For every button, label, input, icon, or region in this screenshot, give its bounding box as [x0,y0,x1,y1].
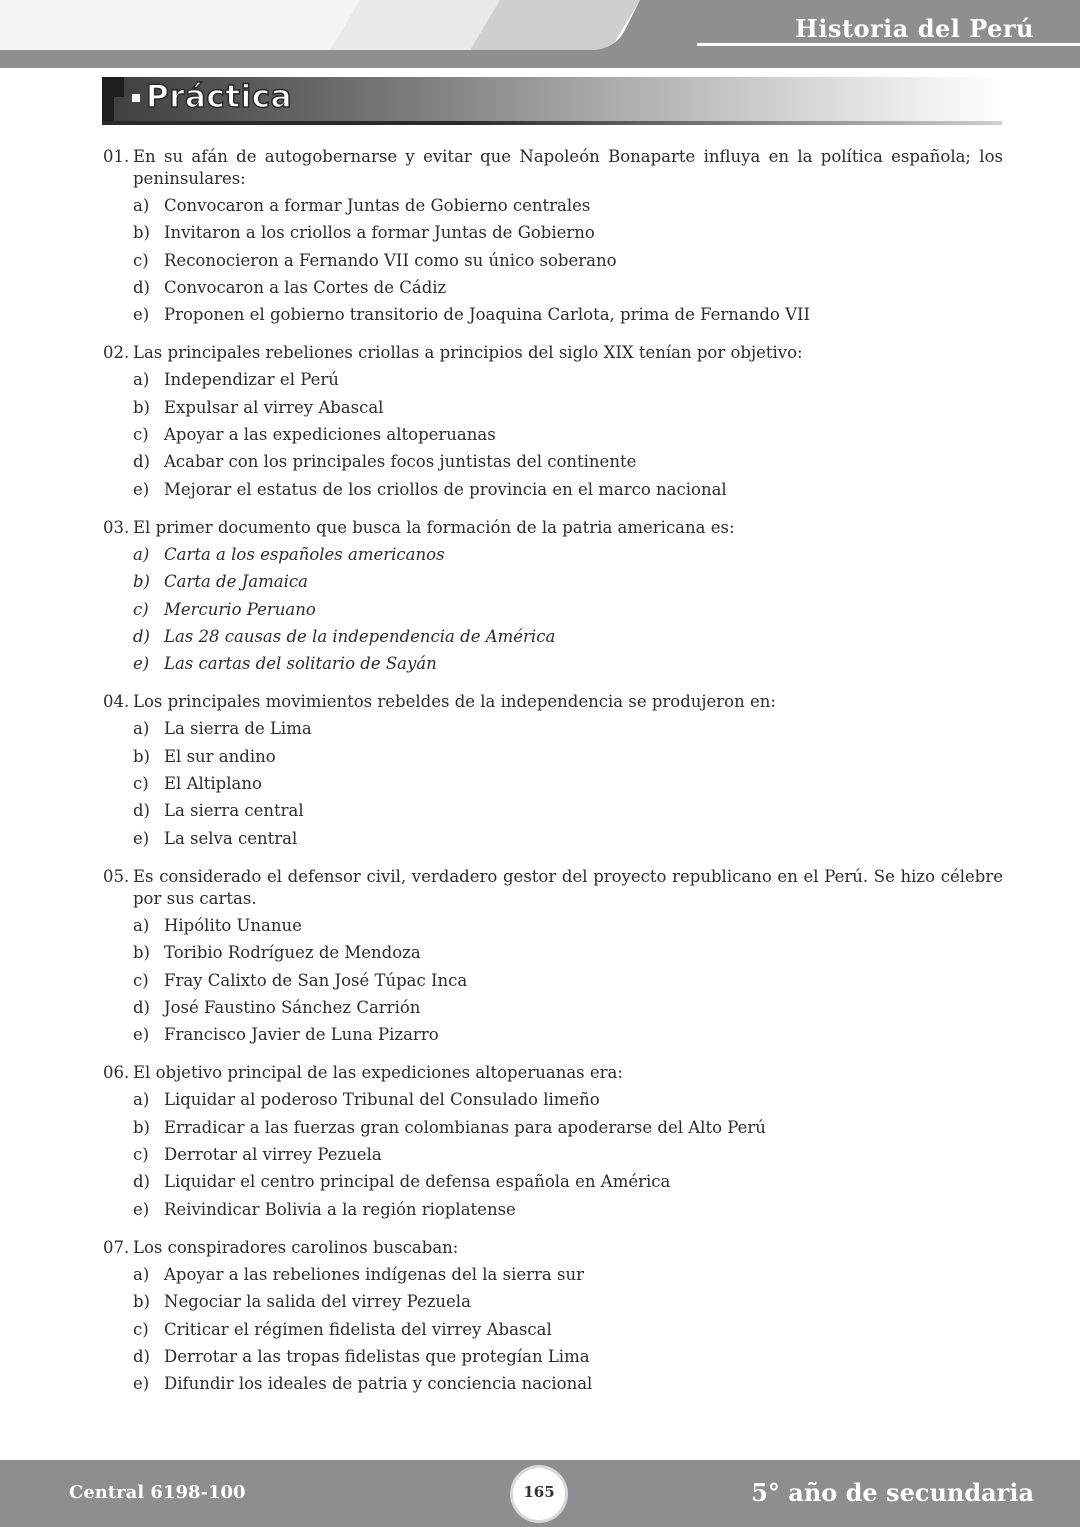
question-list [103,146,1003,1411]
option-item [133,599,1003,626]
question-05 [103,866,1003,1051]
option-text: Difundir los ideales de patria y conciencia nacional [164,1374,593,1394]
option-text: Toribio Rodríguez de Mendoza [164,943,421,963]
question-number: 05. [103,866,130,886]
option-text: La sierra central [164,801,304,821]
option-item [133,1171,1003,1198]
option-letter: e) [133,1199,150,1219]
option-text: Derrotar al virrey Pezuela [164,1145,382,1165]
option-item [133,250,1003,277]
option-text: Invitaron a los criollos a formar Juntas de Gobierno [164,223,595,243]
option-text: Fray Calixto de San José Túpac Inca [164,970,468,990]
option-item [133,304,1003,331]
option-item [133,718,1003,745]
option-text: Mejorar el estatus de los criollos de provincia en el marco nacional [164,479,727,499]
question-text: El objetivo principal de las expediciones altoperuanas era: [133,1063,623,1083]
option-item [133,800,1003,827]
option-item [133,1373,1003,1400]
question-number: 07. [103,1237,130,1257]
option-item [133,653,1003,680]
question-text: Los conspiradores carolinos buscaban: [133,1237,459,1257]
option-item [133,942,1003,969]
option-text: Reivindicar Bolivia a la región rioplatense [164,1199,516,1219]
question-06 [103,1062,1003,1225]
option-item [133,451,1003,478]
option-list [133,544,1003,680]
option-item [133,626,1003,653]
option-letter: e) [133,828,150,848]
option-text: Las cartas del solitario de Sayán [164,654,437,674]
option-list [133,1089,1003,1225]
option-letter: e) [133,654,150,674]
option-letter: a) [133,370,150,390]
option-text: Liquidar al poderoso Tribunal del Consulado limeño [164,1090,600,1110]
question-number: 03. [103,517,130,537]
option-text: Negociar la salida del virrey Pezuela [164,1292,471,1312]
option-text: Apoyar a las rebeliones indígenas del la sierra sur [164,1264,584,1284]
phone-number: Central 6198-100 [69,1482,246,1503]
option-text: La selva central [164,828,298,848]
option-item [133,1117,1003,1144]
option-text: Liquidar el centro principal de defensa española en América [164,1172,671,1192]
question-07 [103,1237,1003,1400]
option-text: La sierra de Lima [164,719,312,739]
option-text: Francisco Javier de Luna Pizarro [164,1025,439,1045]
option-item [133,397,1003,424]
banner-underline [102,121,1002,125]
option-letter: a) [133,915,150,935]
option-list [133,1264,1003,1400]
question-number: 06. [103,1063,130,1083]
option-letter: a) [133,544,150,564]
option-letter: c) [133,1319,149,1339]
question-text: Es considerado el defensor civil, verdadero gestor del proyecto republicano en el Perú. Se hizo célebre por sus cartas. [133,866,1003,908]
option-item [133,746,1003,773]
square-bullet-icon [132,94,140,102]
option-text: Mercurio Peruano [164,599,316,619]
option-letter: b) [133,746,150,766]
option-item [133,997,1003,1024]
page-number-badge [513,1468,565,1520]
section-title: Práctica [146,79,293,115]
option-item [133,195,1003,222]
option-letter: d) [133,1346,150,1366]
question-number: 02. [103,343,130,363]
option-item [133,773,1003,800]
option-item [133,571,1003,598]
question-text: Los principales movimientos rebeldes de la independencia se produjeron en: [133,692,776,712]
option-list [133,915,1003,1051]
section-banner [102,77,1002,127]
option-text: Proponen el gobierno transitorio de Joaquina Carlota, prima de Fernando VII [164,305,811,325]
option-letter: d) [133,626,150,646]
option-item [133,915,1003,942]
option-text: El sur andino [164,746,276,766]
option-letter: e) [133,1374,150,1394]
option-text: Carta a los españoles americanos [164,544,445,564]
option-item [133,1319,1003,1346]
question-02 [103,342,1003,505]
option-list [133,195,1003,331]
option-text: El Altiplano [164,774,262,794]
option-letter: b) [133,397,150,417]
banner-left-bar [102,77,114,121]
option-letter: d) [133,1172,150,1192]
option-letter: b) [133,572,150,592]
question-text: Las principales rebeliones criollas a principios del siglo XIX tenían por objetivo: [133,343,803,363]
option-item [133,369,1003,396]
page-footer [0,1460,1080,1527]
option-letter: b) [133,1292,150,1312]
option-letter: c) [133,250,149,270]
option-letter: d) [133,801,150,821]
option-text: Convocaron a formar Juntas de Gobierno centrales [164,196,591,215]
option-text: Acabar con los principales focos juntistas del continente [164,452,637,472]
option-item [133,828,1003,855]
option-letter: c) [133,1145,149,1165]
question-01 [103,146,1003,331]
option-letter: c) [133,599,149,619]
option-letter: b) [133,1117,150,1137]
option-item [133,1264,1003,1291]
option-item [133,544,1003,571]
option-text: Expulsar al virrey Abascal [164,397,384,417]
option-letter: c) [133,425,149,445]
option-letter: a) [133,196,150,215]
grade-label: 5° año de secundaria [751,1478,1034,1507]
option-text: Apoyar a las expediciones altoperuanas [164,425,496,445]
question-04 [103,691,1003,854]
option-letter: b) [133,943,150,963]
subject-title: Historia del Perú [795,14,1034,43]
question-text: El primer documento que busca la formación de la patria americana es: [133,517,735,537]
page-header [0,0,1080,68]
page-number: 165 [523,1483,555,1501]
question-text: En su afán de autogobernarse y evitar que Napoleón Bonaparte influya en la política española; los peninsulares: [133,147,1003,188]
header-rule [697,43,1080,46]
option-item [133,479,1003,506]
option-list [133,369,1003,505]
option-letter: d) [133,277,150,297]
option-text: Carta de Jamaica [164,572,308,592]
option-letter: c) [133,774,149,794]
option-letter: e) [133,1025,150,1045]
option-letter: c) [133,970,149,990]
option-letter: e) [133,479,150,499]
option-text: Derrotar a las tropas fidelistas que protegían Lima [164,1346,590,1366]
option-item [133,1024,1003,1051]
option-letter: a) [133,1264,150,1284]
banner-notch [114,77,124,97]
question-03 [103,517,1003,680]
question-number: 04. [103,692,130,712]
option-letter: e) [133,305,150,325]
option-letter: a) [133,1090,150,1110]
option-item [133,1346,1003,1373]
option-item [133,1089,1003,1116]
option-text: Hipólito Unanue [164,915,302,935]
option-text: Independizar el Perú [164,370,339,390]
option-text: Convocaron a las Cortes de Cádiz [164,277,447,297]
option-letter: b) [133,223,150,243]
option-text: Criticar el régimen fidelista del virrey Abascal [164,1319,552,1339]
option-letter: d) [133,452,150,472]
option-item [133,277,1003,304]
option-item [133,1199,1003,1226]
option-item [133,1144,1003,1171]
option-item [133,1291,1003,1318]
option-item [133,222,1003,249]
option-item [133,970,1003,997]
option-list [133,718,1003,854]
question-number: 01. [103,147,130,166]
option-text: José Faustino Sánchez Carrión [164,997,421,1017]
option-letter: a) [133,719,150,739]
option-text: Las 28 causas de la independencia de América [164,626,556,646]
option-text: Erradicar a las fuerzas gran colombianas para apoderarse del Alto Perú [164,1117,766,1137]
option-letter: d) [133,997,150,1017]
option-item [133,424,1003,451]
option-text: Reconocieron a Fernando VII como su único soberano [164,250,617,270]
